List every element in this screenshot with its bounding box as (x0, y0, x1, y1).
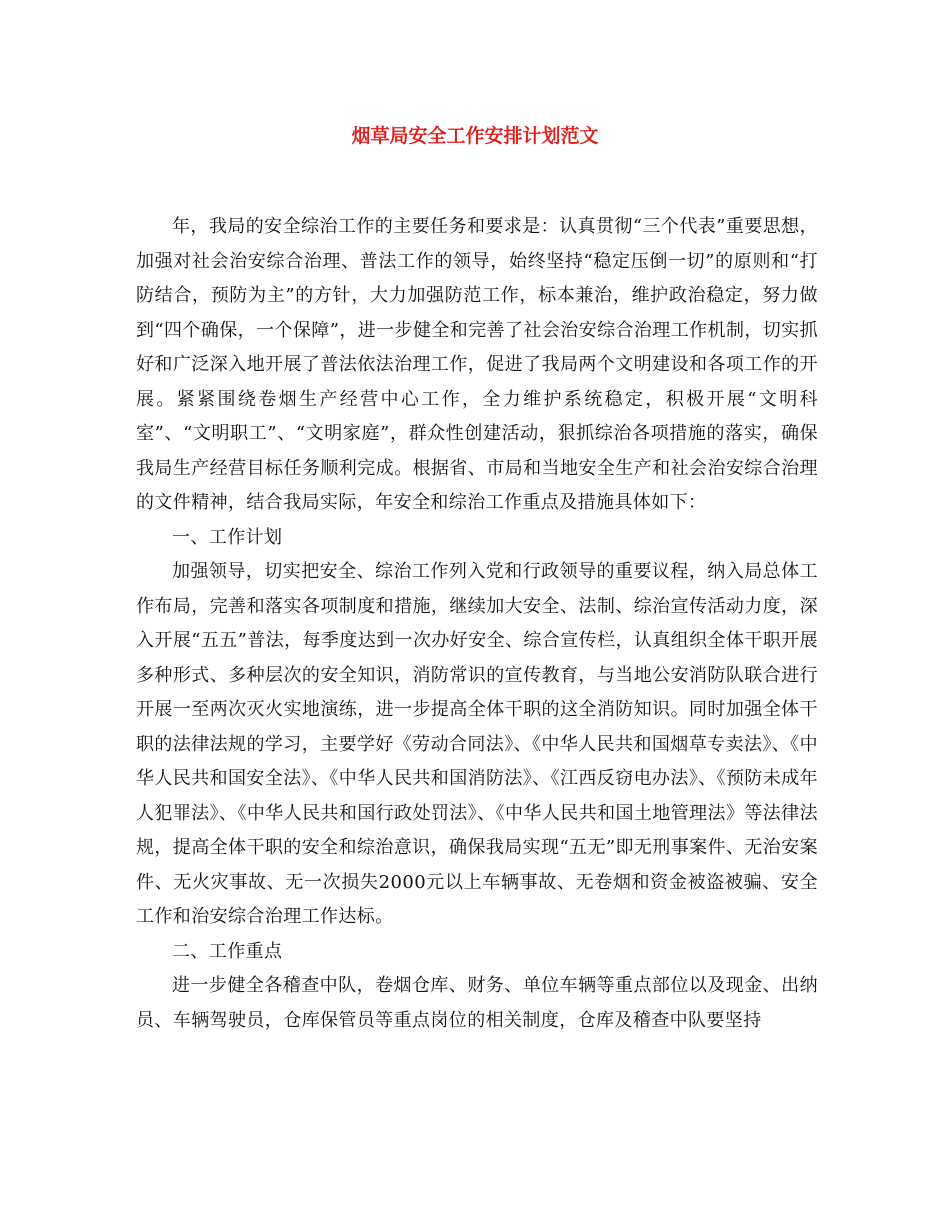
document-body (136, 210, 818, 1038)
work-plan-paragraph: 加强领导，切实把安全、综治工作列入党和行政领导的重要议程，纳入局总体工作布局，完善和落实各项制度和措施，继续加大安全、法制、综治宣传活动力度，深入开展“五五”普法，每季度达到一次办好安全、综合宣传栏，认真组织全体干职开展多种形式、多种层次的安全知识，消防常识的宣传教育，与当地公安消防队联合进行开展一至两次灭火实地演练，进一步提高全体干职的这全消防知识。同时加强全体干职的法律法规的学习，主要学好《劳动合同法》、《中华人民共和国烟草专卖法》、《中华人民共和国安全法》、《中华人民共和国消防法》、《江西反窃电办法》、《预防未成年人犯罪法》、《中华人民共和国行政处罚法》、《中华人民共和国土地管理法》等法律法规，提高全体干职的安全和综治意识，确保我局实现“五无”即无刑事案件、无治安案件、无火灾事故、无一次损失2000元以上车辆事故、无卷烟和资金被盗被骗、安全工作和治安综合治理工作达标。 (136, 561, 818, 927)
work-focus-paragraph: 进一步健全各稽查中队，卷烟仓库、财务、单位车辆等重点部位以及现金、出纳员、车辆驾驶员，仓库保管员等重点岗位的相关制度，仓库及稽查中队要坚持 (136, 975, 818, 1031)
intro-paragraph: 年，我局的安全综治工作的主要任务和要求是：认真贯彻“三个代表”重要思想，加强对社会治安综合治理、普法工作的领导，始终坚持“稳定压倒一切”的原则和“打防结合，预防为主”的方针，大力加强防范工作，标本兼治，维护政治稳定，努力做到“四个确保，一个保障”，进一步健全和完善了社会治安综合治理工作机制，切实抓好和广泛深入地开展了普法依法治理工作，促进了我局两个文明建设和各项工作的开展。紧紧围绕卷烟生产经营中心工作，全力维护系统稳定，积极开展“文明科室”、“文明职工”、“文明家庭”，群众性创建活动，狠抓综治各项措施的落实，确保我局生产经营目标任务顺利完成。根据省、市局和当地安全生产和社会治安综合治理的文件精神，结合我局实际，年安全和综治工作重点及措施具体如下： (136, 216, 818, 513)
section-heading-work-focus: 二、工作重点 (172, 940, 283, 962)
document-title: 烟草局安全工作安排计划范文 (351, 125, 599, 147)
section-heading-work-plan: 一、工作计划 (172, 526, 283, 548)
